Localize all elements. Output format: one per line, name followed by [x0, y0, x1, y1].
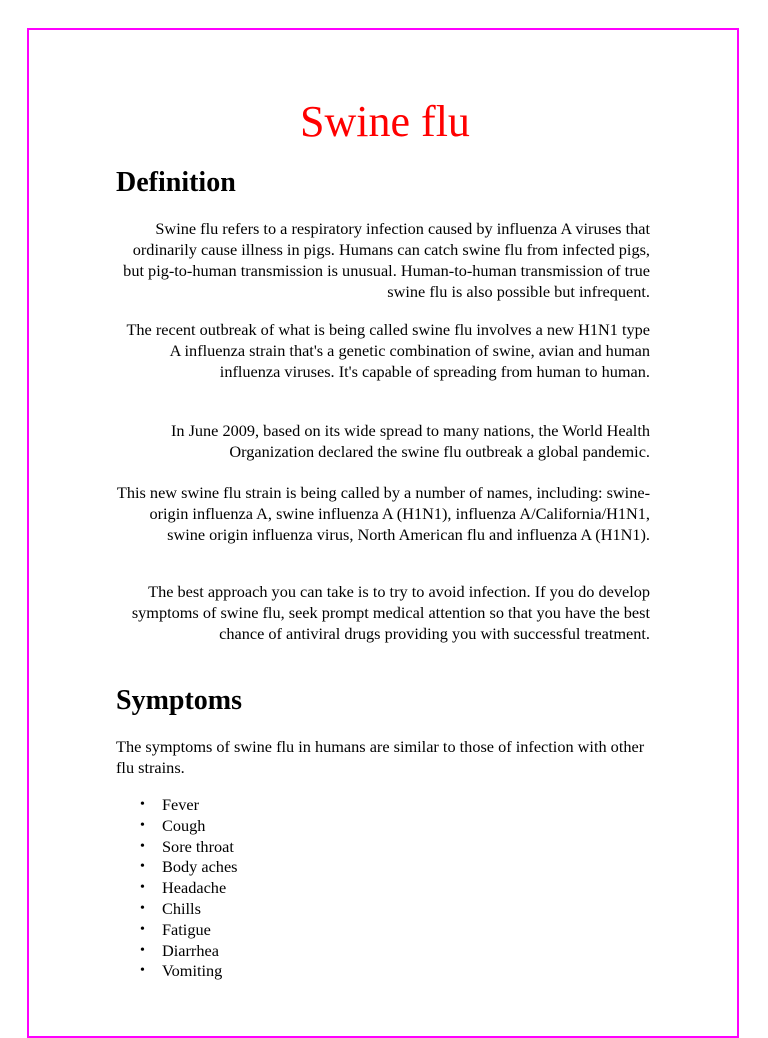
symptoms-list: [116, 795, 238, 982]
symptom-item: • Headache: [116, 878, 238, 899]
definition-heading: Definition: [116, 167, 236, 198]
definition-paragraph-4: This new swine flu strain is being called by a number of names, including: swine-origin influenza A, swine influenza A (H1N1), influenza A/California/H1N1, swine origin influenza virus, North American flu and influenza A (H1N1).: [116, 483, 650, 544]
symptom-item: • Chills: [116, 899, 238, 920]
symptom-item: • Vomiting: [116, 961, 238, 982]
definition-paragraph-5: The best approach you can take is to try to avoid infection. If you do develop symptoms of swine flu, seek prompt medical attention so that you have the best chance of antiviral drugs providing you with successful treatment.: [131, 582, 650, 643]
definition-paragraph-1: Swine flu refers to a respiratory infection caused by influenza A viruses that ordinarily cause illness in pigs. Humans can catch swine flu from infected pigs, but pig-to-human transmission is unusual. Human-to-human transmission of true swine flu is also possible but infrequent.: [123, 219, 650, 301]
symptom-item: • Fever: [116, 795, 238, 816]
definition-paragraph-2: The recent outbreak of what is being called swine flu involves a new H1N1 type A influenza strain that's a genetic combination of swine, avian and human influenza viruses. It's capable of spreading from human to human.: [126, 320, 650, 381]
symptom-item: • Diarrhea: [116, 941, 238, 962]
definition-paragraph-3: In June 2009, based on its wide spread to many nations, the World Health Organization declared the swine flu outbreak a global pandemic.: [170, 421, 650, 461]
symptom-item: • Fatigue: [116, 920, 238, 941]
document-title: Swine flu: [300, 97, 470, 146]
symptom-item: • Body aches: [116, 857, 238, 878]
symptoms-intro: The symptoms of swine flu in humans are similar to those of infection with other flu strains.: [116, 737, 645, 777]
symptoms-heading: Symptoms: [116, 685, 243, 716]
symptom-item: • Cough: [116, 816, 238, 837]
symptom-item: • Sore throat: [116, 837, 238, 858]
